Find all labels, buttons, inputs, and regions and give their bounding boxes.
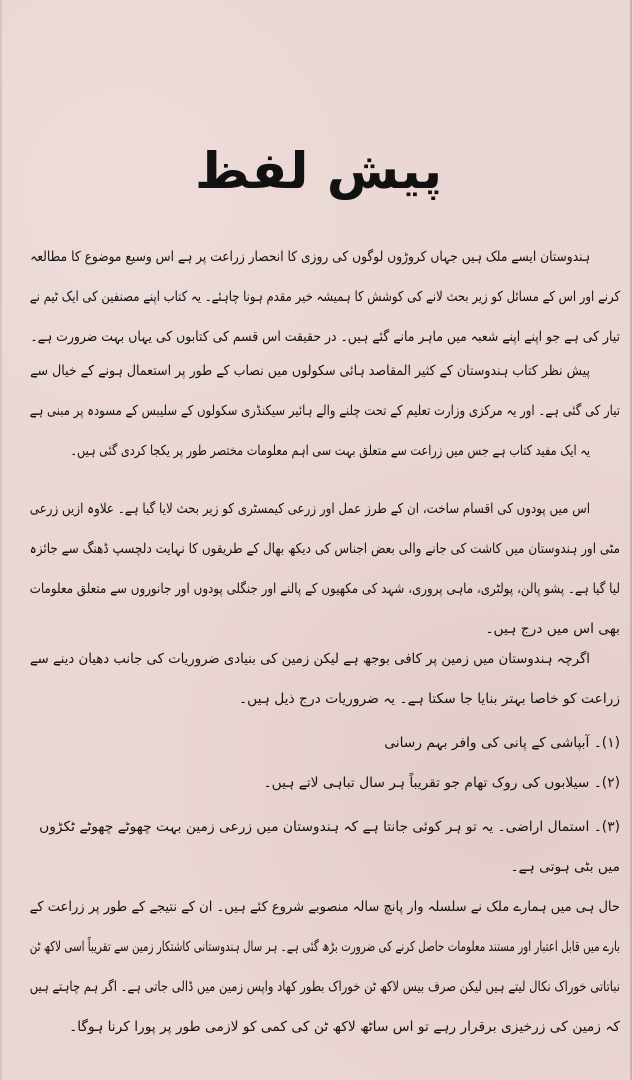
- text-line: زراعت کو خاصا بہتر بنایا جا سکتا ہے۔ یہ ضروریات درج ذیل ہیں۔: [240, 691, 621, 707]
- text-line: لیا گیا ہے۔ پشو پالن، پولٹری، ماہی پروری، شہد کی مکھیوں کے پالنے اور جنگلی پودوں اور جانوروں سے متعلق معلومات: [30, 581, 622, 597]
- text-line: (۲)۔ سیلابوں کی روک تھام جو تقریباً ہر سال تباہی لاتے ہیں۔: [264, 775, 621, 791]
- text-line: کہ زمین کی زرخیزی برقرار رہے تو اس ساٹھ لاکھ ٹن کی کمی کو لازمی طور پر پورا کرنا ہوگا۔: [70, 1019, 621, 1035]
- text-line: مٹی اور ہندوستان میں کاشت کی جانے والی بعض اجناس کی دیکھ بھال کے طریقوں کا نہایت دلچسپ ڈھنگ سے جائزہ: [30, 541, 622, 557]
- text-line: بھی اس میں درج ہیں۔: [486, 621, 621, 637]
- preface-text: [30, 246, 622, 1035]
- text-line: اس میں پودوں کی اقسام ساخت، ان کے طرز عمل اور زرعی کیمسٹری کو زیر بحث لایا گیا ہے۔ علاوہ ازیں زرعی: [30, 501, 591, 517]
- text-line: کرنے اور اس کے مسائل کو زیر بحث لانے کی کوشش کا ہمیشہ خیر مقدم ہونا چاہئے۔ یہ کتاب اپنے مصنفین کی ایک ٹیم نے: [30, 289, 621, 305]
- text-line: تیار کی گئی ہے۔ اور یہ مرکزی وزارت تعلیم کے تحت چلنے والے ہائیر سیکنڈری سکولوں کے سلیبس کے مسودہ پر مبنی ہے: [30, 403, 622, 419]
- text-line: میں بٹی ہوتی ہے۔: [511, 859, 621, 875]
- text-line: پیش نظر کتاب ہندوستان کے کثیر المقاصد ہائی سکولوں میں نصاب کے طور پر استعمال ہونے کے خیال سے: [31, 363, 592, 379]
- text-line: تیار کی ہے جو اپنے اپنے شعبہ میں ماہر مانے گئے ہیں۔ در حقیقت اس قسم کی کتابوں کی یہاں بہت ضرورت ہے۔: [31, 329, 621, 345]
- page-title: پیش لفظ: [195, 141, 444, 200]
- text-line: حال ہی میں ہمارے ملک نے سلسلہ وار پانچ سالہ منصوبے شروع کئے ہیں۔ ان کے نتیجے کے طور پر زراعت کے: [30, 899, 622, 915]
- text-line: یہ ایک مفید کتاب ہے جس میں زراعت سے متعلق بہت سی اہم معلومات مختصر طور پر یکجا کردی گئی ہیں۔: [71, 443, 591, 459]
- text-line: بارے میں قابل اعتبار اور مستند معلومات حاصل کرنے کی ضرورت بڑھ گئی ہے۔ ہر سال ہندوستانی کاشتکار زمین سے تقریباً اسی لاکھ ٹن: [30, 939, 621, 955]
- text-line: اگرچہ ہندوستان میں زمین پر کافی بوجھ ہے لیکن زمین کی بنیادی ضروریات کی جانب دھیان دینے سے: [30, 651, 592, 667]
- text-line: (۱)۔ آبپاشی کے پانی کی وافر بہم رسانی: [385, 735, 621, 751]
- text-line: ہندوستان ایسے ملک ہیں جہاں کروڑوں لوگوں کی روزی کا انحصار زراعت پر ہے اس وسیع موضوع کا مطالعہ: [31, 249, 591, 265]
- text-line: (۳)۔ استمال اراضی۔ یہ تو ہر کوئی جانتا ہے کہ ہندوستان میں زرعی زمین بہت چھوٹے چھوٹے ٹکڑوں: [40, 819, 621, 835]
- text-line: نباتاتی خوراک نکال لیتے ہیں لیکن صرف بیس لاکھ ٹن خوراک بطور کھاد واپس زمین میں ڈالی جاتی ہے۔ اگر ہم چاہتے ہیں: [30, 979, 621, 995]
